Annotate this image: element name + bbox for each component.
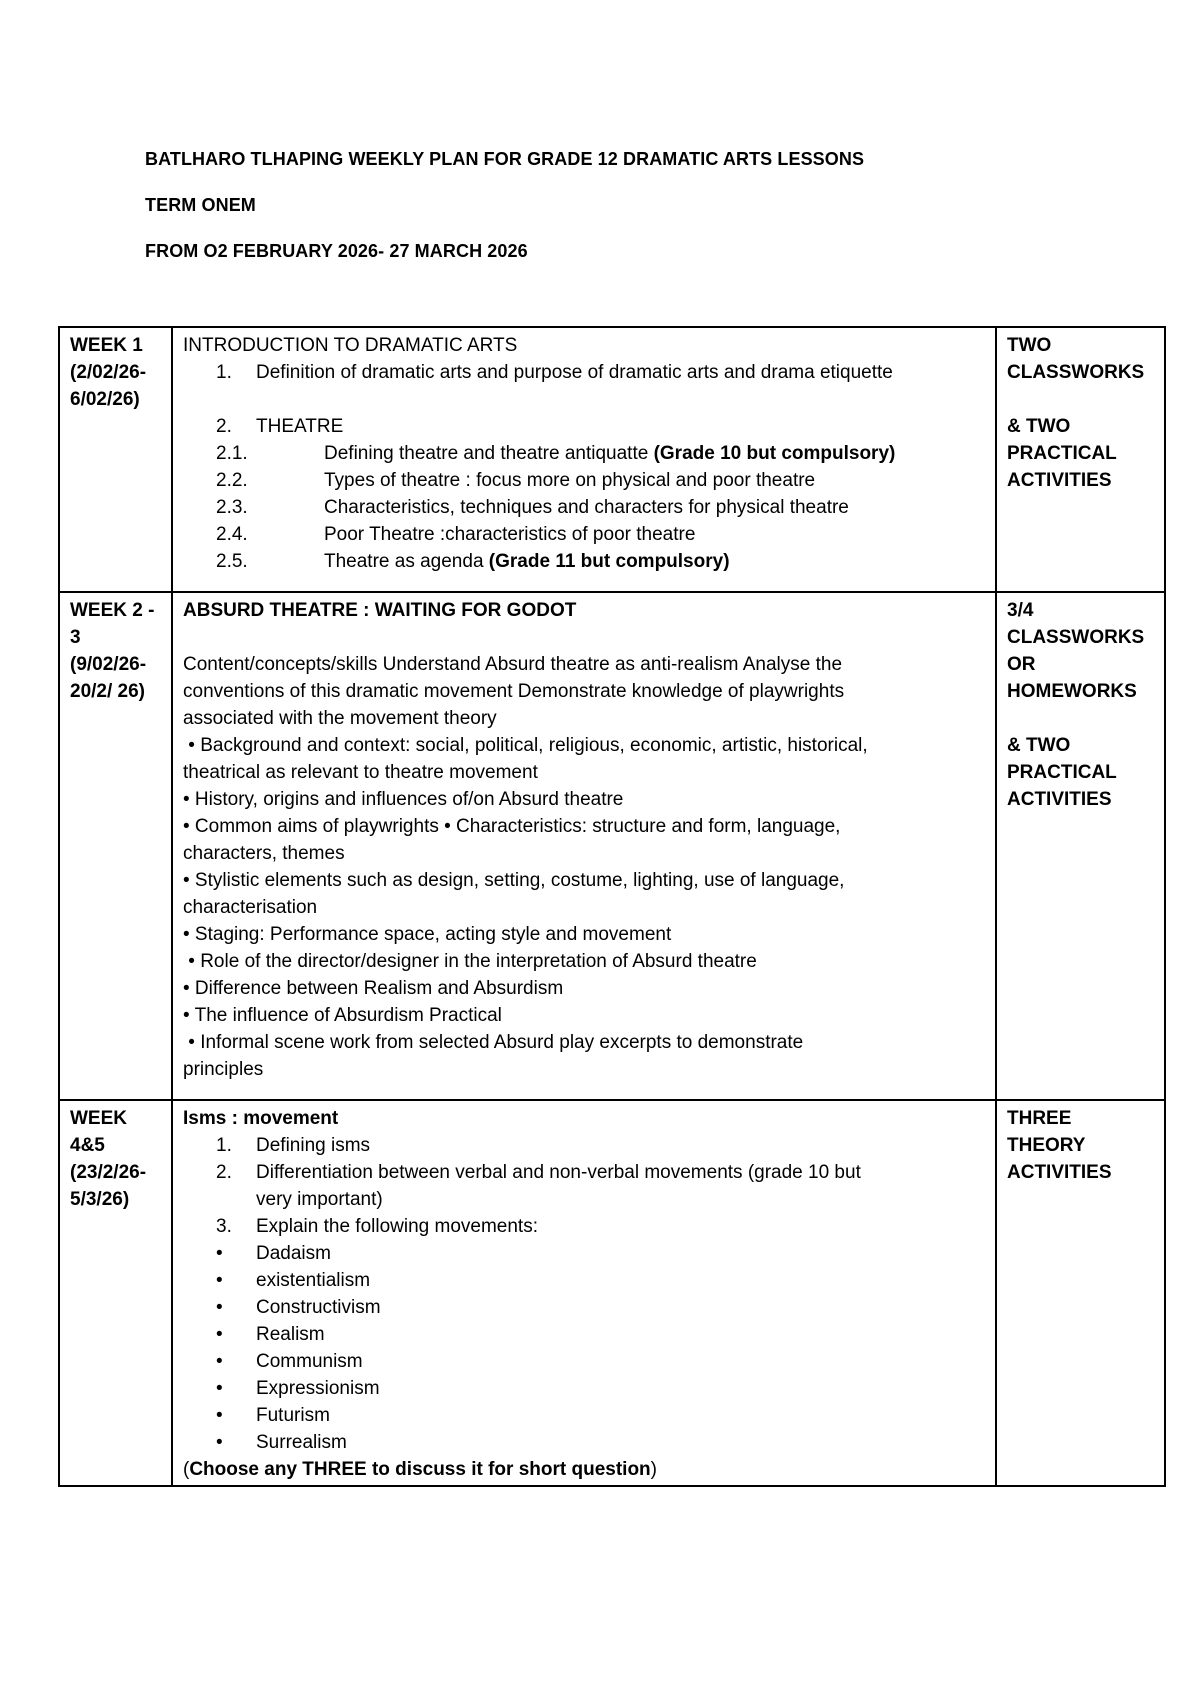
table-row bbox=[59, 592, 1165, 1100]
sub-list-item: 2.3. Characteristics, techniques and characters for physical theatre bbox=[216, 497, 849, 518]
section-heading: INTRODUCTION TO DRAMATIC ARTS bbox=[183, 335, 518, 356]
tasks-cell: TWO CLASSWORKS & TWO PRACTICAL ACTIVITIES bbox=[996, 327, 1165, 592]
week-cell: WEEK 4&5 (23/2/26- 5/3/26) bbox=[59, 1100, 172, 1486]
bullet-item: • Communism bbox=[216, 1351, 363, 1372]
week-cell: WEEK 1 (2/02/26- 6/02/26) bbox=[59, 327, 172, 592]
list-item: 2. Differentiation between verbal and non-verbal movements (grade 10 but bbox=[216, 1162, 861, 1183]
bullet-item: • Dadaism bbox=[216, 1243, 331, 1264]
list-item: very important) bbox=[256, 1189, 383, 1210]
sub-list-item: 2.5. Theatre as agenda (Grade 11 but compulsory) bbox=[216, 551, 730, 572]
sub-list-item: 2.1. Defining theatre and theatre antiquatte (Grade 10 but compulsory) bbox=[216, 443, 896, 464]
sub-list-item: 2.2. Types of theatre : focus more on physical and poor theatre bbox=[216, 470, 816, 491]
list-item: 2. THEATRE bbox=[216, 416, 344, 437]
section-heading: ABSURD THEATRE : WAITING FOR GODOT bbox=[183, 600, 577, 621]
content-cell bbox=[172, 327, 996, 592]
table-row bbox=[59, 1100, 1165, 1486]
content-cell: ABSURD THEATRE : WAITING FOR GODOT Content/concepts/skills Understand Absurd theatre as anti-realism Analyse the conventions of this dramatic movement Demonstrate knowledge of playwrights associated with the movement theory • Background and context: social, political, religious, economic, artistic, historical, theatrical as relevant to theatre movement • History, origins and influences of/on Absurd theatre • Common aims of playwrights • Characteristics: structure and form, language, characters, themes • Stylistic elements such as design, setting, costume, lighting, use of language, characterisation • Staging: Performance space, acting style and movement • Role of the director/designer in the interpretation of Absurd theatre • Difference between Realism and Absurdism • The influence of Absurdism Practical • Informal scene work from selected Absurd play excerpts to demonstrate principles bbox=[172, 592, 996, 1100]
bullet-item: • Realism bbox=[216, 1324, 325, 1345]
list-item: 3. Explain the following movements: bbox=[216, 1216, 538, 1237]
list-item: 1. Defining isms bbox=[216, 1135, 371, 1156]
tasks-cell: THREE THEORY ACTIVITIES bbox=[996, 1100, 1165, 1486]
bullet-item: • Expressionism bbox=[216, 1378, 380, 1399]
bullet-item: • Surrealism bbox=[216, 1432, 347, 1453]
weekly-plan-table bbox=[58, 326, 1166, 1487]
date-range: FROM O2 FEBRUARY 2026- 27 MARCH 2026 bbox=[145, 241, 528, 261]
bullet-item: • Constructivism bbox=[216, 1297, 381, 1318]
closing-note: (Choose any THREE to discuss it for short question) bbox=[183, 1459, 657, 1480]
bullet-item: • existentialism bbox=[216, 1270, 371, 1291]
document-header bbox=[145, 148, 864, 286]
sub-list-item: 2.4. Poor Theatre :characteristics of poor theatre bbox=[216, 524, 696, 545]
content-cell bbox=[172, 1100, 996, 1486]
list-item: 1. Definition of dramatic arts and purpose of dramatic arts and drama etiquette bbox=[216, 362, 893, 383]
section-heading: Isms : movement bbox=[183, 1108, 339, 1129]
tasks-cell: 3/4 CLASSWORKS OR HOMEWORKS & TWO PRACTICAL ACTIVITIES bbox=[996, 592, 1165, 1100]
document-title: BATLHARO TLHAPING WEEKLY PLAN FOR GRADE 12 DRAMATIC ARTS LESSONS bbox=[145, 149, 865, 169]
term-label: TERM ONEM bbox=[145, 195, 256, 215]
week-cell: WEEK 2 - 3 (9/02/26- 20/2/ 26) bbox=[59, 592, 172, 1100]
table-row bbox=[59, 327, 1165, 592]
bullet-item: • Futurism bbox=[216, 1405, 330, 1426]
